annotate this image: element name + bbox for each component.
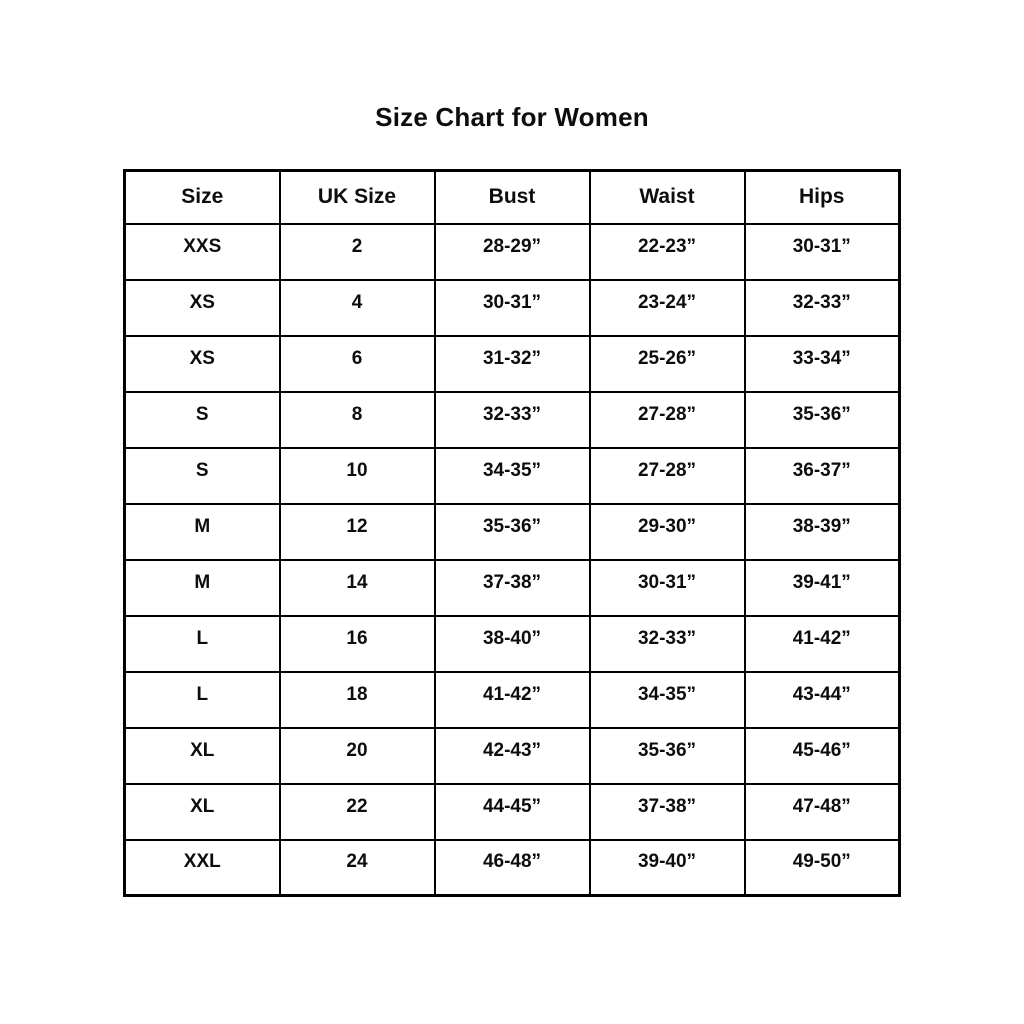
cell-size: XS bbox=[125, 280, 280, 336]
cell-uk-size: 14 bbox=[280, 560, 435, 616]
cell-size: XXS bbox=[125, 224, 280, 280]
header-row bbox=[125, 171, 900, 224]
cell-uk-size: 20 bbox=[280, 728, 435, 784]
cell-waist: 39-40” bbox=[590, 840, 745, 896]
cell-waist: 34-35” bbox=[590, 672, 745, 728]
cell-hips: 45-46” bbox=[745, 728, 900, 784]
table-row bbox=[125, 560, 900, 616]
table-row bbox=[125, 336, 900, 392]
cell-size: XS bbox=[125, 336, 280, 392]
cell-bust: 31-32” bbox=[435, 336, 590, 392]
cell-waist: 27-28” bbox=[590, 448, 745, 504]
table-row bbox=[125, 784, 900, 840]
cell-waist: 29-30” bbox=[590, 504, 745, 560]
cell-size: L bbox=[125, 672, 280, 728]
cell-uk-size: 10 bbox=[280, 448, 435, 504]
cell-waist: 22-23” bbox=[590, 224, 745, 280]
table-header bbox=[125, 171, 900, 224]
column-header-waist: Waist bbox=[590, 171, 745, 224]
cell-hips: 36-37” bbox=[745, 448, 900, 504]
cell-uk-size: 24 bbox=[280, 840, 435, 896]
cell-size: M bbox=[125, 504, 280, 560]
cell-bust: 41-42” bbox=[435, 672, 590, 728]
column-header-uk-size: UK Size bbox=[280, 171, 435, 224]
cell-waist: 25-26” bbox=[590, 336, 745, 392]
cell-waist: 30-31” bbox=[590, 560, 745, 616]
table-row bbox=[125, 504, 900, 560]
table-row bbox=[125, 672, 900, 728]
cell-hips: 30-31” bbox=[745, 224, 900, 280]
cell-bust: 34-35” bbox=[435, 448, 590, 504]
cell-hips: 32-33” bbox=[745, 280, 900, 336]
cell-waist: 35-36” bbox=[590, 728, 745, 784]
cell-waist: 37-38” bbox=[590, 784, 745, 840]
cell-uk-size: 6 bbox=[280, 336, 435, 392]
cell-hips: 35-36” bbox=[745, 392, 900, 448]
table-row bbox=[125, 448, 900, 504]
cell-size: XL bbox=[125, 784, 280, 840]
table-row bbox=[125, 224, 900, 280]
cell-uk-size: 16 bbox=[280, 616, 435, 672]
cell-size: XL bbox=[125, 728, 280, 784]
cell-uk-size: 12 bbox=[280, 504, 435, 560]
table-row bbox=[125, 616, 900, 672]
cell-hips: 33-34” bbox=[745, 336, 900, 392]
cell-uk-size: 2 bbox=[280, 224, 435, 280]
cell-bust: 42-43” bbox=[435, 728, 590, 784]
cell-waist: 23-24” bbox=[590, 280, 745, 336]
cell-bust: 30-31” bbox=[435, 280, 590, 336]
table-row bbox=[125, 840, 900, 896]
cell-bust: 38-40” bbox=[435, 616, 590, 672]
cell-uk-size: 18 bbox=[280, 672, 435, 728]
column-header-size: Size bbox=[125, 171, 280, 224]
size-chart-table bbox=[123, 169, 901, 897]
cell-bust: 35-36” bbox=[435, 504, 590, 560]
cell-waist: 27-28” bbox=[590, 392, 745, 448]
page-title: Size Chart for Women bbox=[375, 102, 649, 132]
column-header-bust: Bust bbox=[435, 171, 590, 224]
cell-uk-size: 4 bbox=[280, 280, 435, 336]
cell-hips: 41-42” bbox=[745, 616, 900, 672]
column-header-hips: Hips bbox=[745, 171, 900, 224]
cell-size: L bbox=[125, 616, 280, 672]
cell-hips: 49-50” bbox=[745, 840, 900, 896]
cell-bust: 37-38” bbox=[435, 560, 590, 616]
cell-bust: 32-33” bbox=[435, 392, 590, 448]
cell-size: M bbox=[125, 560, 280, 616]
table-body bbox=[125, 224, 900, 896]
cell-size: S bbox=[125, 448, 280, 504]
cell-size: S bbox=[125, 392, 280, 448]
table-row bbox=[125, 280, 900, 336]
cell-bust: 44-45” bbox=[435, 784, 590, 840]
table-row bbox=[125, 728, 900, 784]
cell-hips: 47-48” bbox=[745, 784, 900, 840]
cell-bust: 28-29” bbox=[435, 224, 590, 280]
cell-hips: 43-44” bbox=[745, 672, 900, 728]
cell-size: XXL bbox=[125, 840, 280, 896]
table-row bbox=[125, 392, 900, 448]
cell-bust: 46-48” bbox=[435, 840, 590, 896]
cell-uk-size: 8 bbox=[280, 392, 435, 448]
cell-waist: 32-33” bbox=[590, 616, 745, 672]
cell-uk-size: 22 bbox=[280, 784, 435, 840]
cell-hips: 38-39” bbox=[745, 504, 900, 560]
cell-hips: 39-41” bbox=[745, 560, 900, 616]
